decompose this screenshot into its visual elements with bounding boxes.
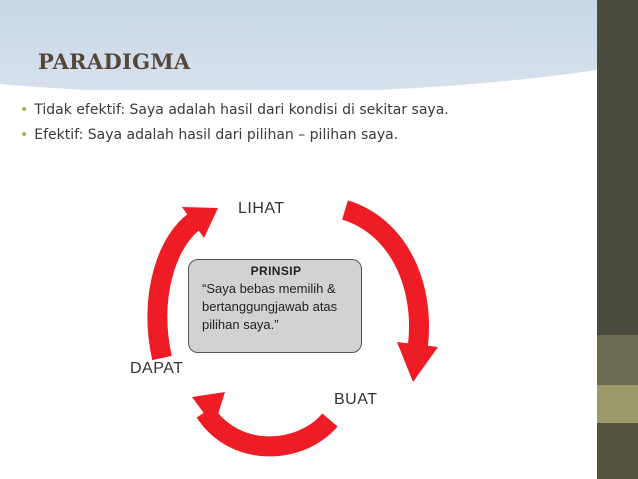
right-sidebar [597,0,638,479]
sidebar-segment [597,0,638,335]
slide-title: PARADIGMA [38,49,191,74]
label-dapat: DAPAT [130,360,184,377]
label-buat: BUAT [334,391,378,408]
sidebar-segment [597,335,638,385]
cycle-arrow-bottom [192,392,330,446]
principle-text: “Saya bebas memilih & bertanggungjawab atas pilihan saya.” [202,281,338,332]
sidebar-segment [597,423,638,479]
bullet-dot-icon: • [20,127,29,143]
sidebar-segment [597,385,638,423]
bullet-text: Tidak efektif: Saya adalah hasil dari kondisi di sekitar saya. [34,102,449,118]
label-lihat: LIHAT [238,200,285,217]
principle-box [188,259,362,353]
bullet-text: Efektif: Saya adalah hasil dari pilihan – pilihan saya. [34,127,399,143]
bullet-dot-icon: • [20,102,29,118]
principle-title: PRINSIP [250,264,302,278]
